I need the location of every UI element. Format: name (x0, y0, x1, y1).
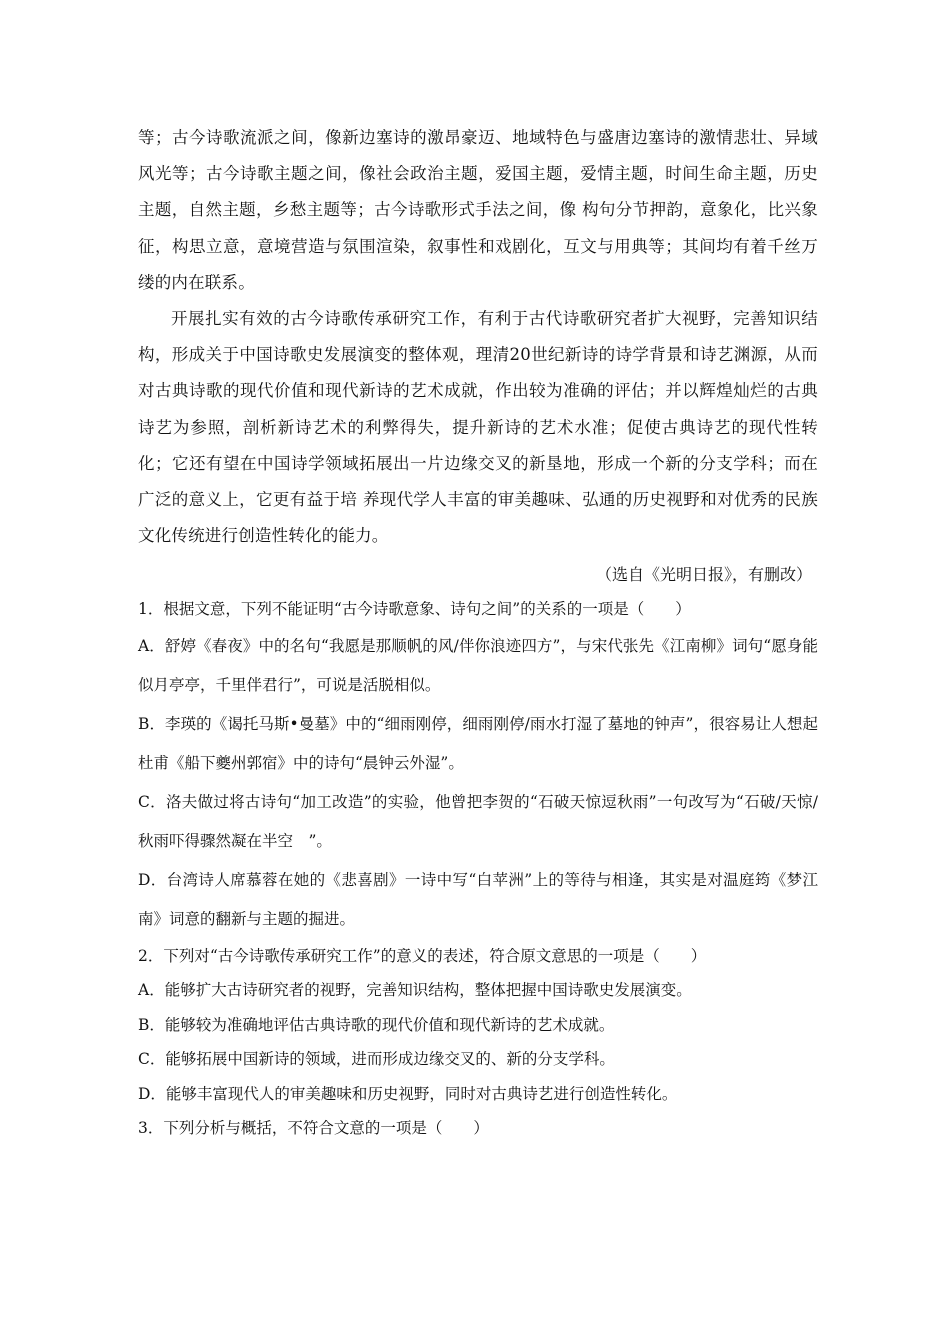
option-a: A．能够扩大古诗研究者的视野，完善知识结构，整体把握中国诗歌史发展演变。 (138, 981, 692, 1000)
question-stem: 3．下列分析与概括，不符合文意的一项是（ ） (138, 1119, 489, 1138)
passage-paragraph-1: 等；古今诗歌流派之间，像新边塞诗的激昂豪迈、地域特色与盛唐边塞诗的激情悲壮、异域风光等；古今诗歌主题之间，像社会政治主题，爱国主题，爱情主题，时间生命主题，历史主题，自然主题，乡愁主题等；古今诗歌形式手法之间，像 构句分节押韵，意象化，比兴象征，构思立意，意境营造与氛围渲染，叙事性和戏剧化，互文与用典等；其间均有着千丝万缕的内在联系。 (138, 128, 818, 292)
passage-paragraph-2: 开展扎实有效的古今诗歌传承研究工作，有利于古代诗歌研究者扩大视野，完善知识结构，形成关于中国诗歌史发展演变的整体观，理清20世纪新诗的诗学背景和诗艺渊源，从而对古典诗歌的现代价值和现代新诗的艺术成就，作出较为准确的评估；并以辉煌灿烂的古典诗艺为参照，剖析新诗艺术的利弊得失，提升新诗的艺术水准；促使古典诗艺的现代性转化；它还有望在中国诗学领域拓展出一片边缘交叉的新垦地，形成一个新的分支学科；而在广泛的意义上，它更有益于培 养现代学人丰富的审美趣味、弘通的历史视野和对优秀的民族文化传统进行创造性转化的能力。 (138, 309, 818, 546)
passage-source: （选自《光明日报》，有删改） (595, 565, 812, 585)
question-2 (138, 939, 818, 1112)
option-c: C．洛夫做过将古诗句“加工改造”的实验，他曾把李贺的“石破天惊逗秋雨”一句改写为“石破/天惊/秋雨吓得骤然凝在半空 ”。 (138, 792, 818, 850)
option-c: C．能够拓展中国新诗的领域，进而形成边缘交叉的、新的分支学科。 (138, 1050, 615, 1069)
question-stem: 2．下列对“古今诗歌传承研究工作”的意义的表述，符合原文意思的一项是（ ） (138, 946, 707, 965)
document-page (138, 120, 818, 1146)
option-b: B．李瑛的《谒托马斯•曼墓》中的“细雨刚停，细雨刚停/雨水打湿了墓地的钟声”，很容易让人想起杜甫《船下夔州郭宿》中的诗句“晨钟云外湿”。 (138, 714, 818, 772)
option-a: A．舒婷《春夜》中的名句“我愿是那顺帆的风/伴你浪迹四方”，与宋代张先《江南柳》词句“愿身能似月亭亭，千里伴君行”，可说是活脱相似。 (138, 636, 818, 694)
option-b: B．能够较为准确地评估古典诗歌的现代价值和现代新诗的艺术成就。 (138, 1015, 615, 1034)
question-3 (138, 1111, 818, 1146)
option-d: D．能够丰富现代人的审美趣味和历史视野，同时对古典诗艺进行创造性转化。 (138, 1084, 678, 1103)
option-d: D．台湾诗人席慕蓉在她的《悲喜剧》一诗中写“白苹洲”上的等待与相逢，其实是对温庭筠《梦江南》词意的翻新与主题的掘进。 (138, 870, 818, 928)
question-stem: 1．根据文意，下列不能证明“古今诗歌意象、诗句之间”的关系的一项是（ ） (138, 600, 691, 619)
question-1 (138, 592, 818, 939)
